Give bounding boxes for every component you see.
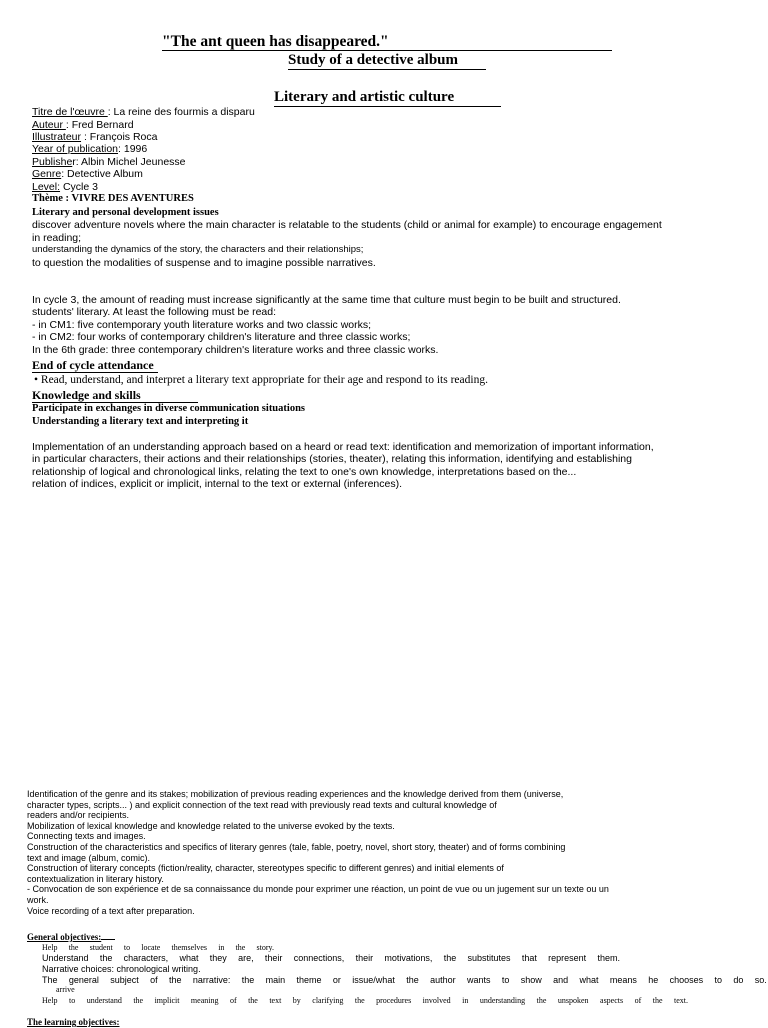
meta-key: Illustrateur (32, 131, 82, 143)
objective-word: so. (754, 975, 767, 985)
meta-key: Publishe (32, 156, 73, 168)
knowledge-subheading: Participate in exchanges in diverse communication situations (32, 403, 305, 414)
objective-row-5 (42, 996, 688, 1006)
objective-word: what (579, 975, 599, 985)
meta-key: Auteur (32, 119, 66, 131)
objective-word: in (462, 996, 469, 1005)
learning-objectives-heading: The learning objectives: (27, 1017, 120, 1027)
knowledge-paragraph-line: in particular characters, their actions and their relationships (stories, theater), relating this information, identifying and establishing (32, 453, 632, 465)
objective-word: the (652, 996, 663, 1005)
objective-word: student (89, 943, 113, 952)
reading-line: In cycle 3, the amount of reading must increase significantly at the same time that culture must begin to be built and structured. (32, 294, 621, 306)
objective-word: the (536, 996, 547, 1005)
objective-word: motivations, (384, 953, 433, 963)
objective-word: implicit (154, 996, 180, 1005)
issues-line: in reading; (32, 232, 82, 244)
objective-word: clarifying (312, 996, 344, 1005)
objective-word: of (150, 975, 158, 985)
meta-author (32, 119, 134, 131)
objective-word: to (714, 975, 722, 985)
knowledge-paragraph-line: Implementation of an understanding approach based on a heard or read text: identification and memorization of important information, (32, 441, 654, 453)
issues-line: to question the modalities of suspense and to imagine possible narratives. (32, 257, 376, 269)
meta-level (32, 181, 98, 193)
objective-word: connections, (293, 953, 345, 963)
objective-word: procedures (376, 996, 412, 1005)
objective-word: represent (548, 953, 587, 963)
reading-line: students' literary. At least the following must be read: (32, 306, 277, 318)
objective-word: subject (110, 975, 139, 985)
objective-word: to (69, 996, 76, 1005)
objective-word: the (169, 975, 182, 985)
page-title: "The ant queen has disappeared." (162, 33, 612, 51)
objective-word: text (269, 996, 282, 1005)
objective-word: main (265, 975, 286, 985)
objective-word: what (179, 953, 199, 963)
objective-word: involved (422, 996, 451, 1005)
meta-title (32, 106, 255, 118)
objective-word: in (218, 943, 225, 952)
objective-word: the (133, 996, 144, 1005)
objective-row-3: Narrative choices: chronological writing. (42, 964, 201, 974)
lower-line: Identification of the genre and its stakes; mobilization of previous reading experiences and the knowledge derived from them (universe, (27, 789, 564, 799)
theme-line: Thème : VIVRE DES AVENTURES (32, 193, 194, 204)
knowledge-heading: Knowledge and skills (32, 388, 198, 403)
objective-word: the (68, 943, 79, 952)
objective-word: chooses (669, 975, 704, 985)
objective-word: aspects (600, 996, 624, 1005)
objective-row-4 (42, 975, 767, 986)
objective-word: locate (141, 943, 161, 952)
objective-word: their (264, 953, 283, 963)
objective-word: the (241, 975, 255, 985)
meta-value: Cycle 3 (60, 181, 98, 193)
meta-illustrator (32, 131, 157, 143)
meta-key: Year of publication (32, 143, 119, 155)
lower-line: Connecting texts and images. (27, 831, 146, 841)
objective-word: the (235, 943, 246, 952)
objective-word: themselves (171, 943, 208, 952)
objective-word: author (430, 975, 456, 985)
objective-word: The (42, 975, 58, 985)
lower-line: character types, scripts... ) and explicit connection of the text read with previously read texts and cultural knowledge of (27, 800, 497, 810)
objective-word: and (553, 975, 569, 985)
objective-word: do (733, 975, 744, 985)
objective-row-4-continuation: arrive (56, 985, 75, 994)
objective-word: to (123, 943, 131, 952)
objective-word: story. (256, 943, 274, 952)
objective-word: the (99, 953, 113, 963)
end-of-cycle-item: • Read, understand, and interpret a literary text appropriate for their age and respond to its reading. (34, 374, 488, 386)
objective-word: Help (42, 943, 58, 952)
objective-word: the (354, 996, 365, 1005)
page-subtitle: Study of a detective album (288, 52, 486, 70)
objective-word: general (68, 975, 99, 985)
issues-line: discover adventure novels where the main character is relatable to the students (child or animal for example) to encourage engagement (32, 219, 662, 231)
lower-line: contextualization in literary history. (27, 874, 164, 884)
objective-word: wants (466, 975, 491, 985)
meta-key: Titre de l'œuvre (32, 106, 108, 118)
objective-word: meaning (190, 996, 219, 1005)
objective-word: narrative: (192, 975, 231, 985)
issues-line: understanding the dynamics of the story, the characters and their relationships; (32, 244, 364, 255)
reading-line: - in CM1: five contemporary youth literature works and two classic works; (32, 319, 372, 331)
lower-line: Construction of the characteristics and specifics of literary genres (tale, fable, poetry, novel, short story, theater) and of forms combining (27, 842, 566, 852)
objective-word: unspoken (557, 996, 589, 1005)
meta-year (32, 143, 147, 155)
issues-heading: Literary and personal development issues (32, 207, 219, 218)
objective-word: are, (238, 953, 254, 963)
lower-line: Voice recording of a text after preparation. (27, 906, 195, 916)
objective-word: text. (673, 996, 688, 1005)
objective-word: the (406, 975, 419, 985)
objective-row-1 (42, 943, 274, 953)
objective-word: to (501, 975, 510, 985)
lower-line: text and image (album, comic). (27, 853, 151, 863)
meta-genre (32, 168, 143, 180)
objective-word: characters, (123, 953, 169, 963)
meta-value: : Detective Album (61, 168, 143, 180)
general-objectives-heading: General objectives: (27, 932, 115, 943)
end-of-cycle-heading: End of cycle attendance (32, 358, 158, 373)
objective-word: he (648, 975, 659, 985)
meta-publisher (32, 156, 186, 168)
lower-line: work. (27, 895, 49, 905)
objective-word: or (332, 975, 341, 985)
meta-value: : François Roca (81, 131, 158, 143)
objective-row-2 (42, 953, 620, 964)
reading-line: - in CM2: four works of contemporary children's literature and three classic works; (32, 331, 411, 343)
meta-value: : La reine des fourmis a disparu (107, 106, 255, 118)
knowledge-subheading: Understanding a literary text and interpreting it (32, 416, 249, 427)
objective-word: they (209, 953, 227, 963)
objective-word: means (609, 975, 637, 985)
objective-word: issue/what (352, 975, 395, 985)
objective-word: by (292, 996, 301, 1005)
meta-value: : 1996 (118, 143, 148, 155)
lower-line: readers and/or recipients. (27, 810, 130, 820)
objective-word: that (521, 953, 537, 963)
objective-word: understand (86, 996, 122, 1005)
section-title: Literary and artistic culture (274, 89, 501, 107)
lower-line: Mobilization of lexical knowledge and knowledge related to the universe evoked by the texts. (27, 821, 395, 831)
objective-word: Understand (42, 953, 89, 963)
objective-word: understanding (479, 996, 526, 1005)
objective-word: substitutes (467, 953, 511, 963)
lower-line: Construction of literary concepts (fiction/reality, character, stereotypes specific to different genres) and initial elements of (27, 863, 504, 873)
meta-key: Genre (32, 168, 62, 180)
reading-line: In the 6th grade: three contemporary children's literature works and three classic works. (32, 344, 439, 356)
objective-word: the (443, 953, 457, 963)
knowledge-paragraph-line: relation of indices, explicit or implicit, internal to the text or external (inferences). (32, 478, 402, 490)
meta-value: r: Albin Michel Jeunesse (72, 156, 186, 168)
objective-word: Help (42, 996, 58, 1005)
objective-word: the (248, 996, 258, 1005)
objective-word: of (229, 996, 237, 1005)
meta-key: Level: (32, 181, 61, 193)
objective-word: theme (296, 975, 322, 985)
lower-line: - Convocation de son expérience et de sa connaissance du monde pour exprimer une réaction, un point de vue ou un jugement sur un texte ou un (27, 884, 609, 894)
knowledge-paragraph-line: relationship of logical and chronological links, relating the text to one's own knowledge, interpretations based on the... (32, 466, 577, 478)
meta-value: : Fred Bernard (65, 119, 134, 131)
objective-word: show (520, 975, 542, 985)
objective-word: of (634, 996, 642, 1005)
objective-word: them. (597, 953, 620, 963)
objective-word: their (355, 953, 374, 963)
